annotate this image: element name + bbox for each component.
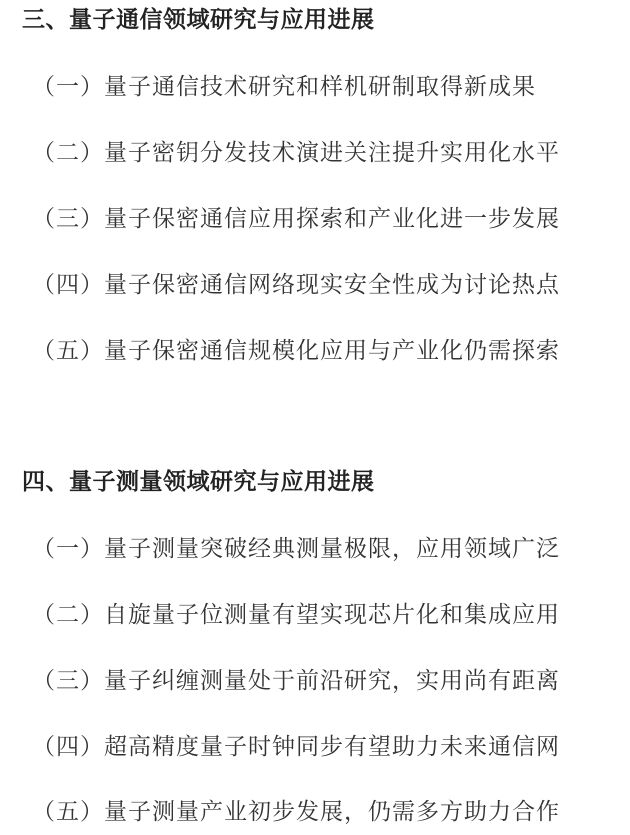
section-heading-3: 三、量子通信领域研究与应用进展 xyxy=(22,7,375,33)
list-item xyxy=(32,204,560,234)
item-number: （五） xyxy=(32,338,104,364)
list-item xyxy=(32,138,560,168)
item-text: 量子纠缠测量处于前沿研究，实用尚有距离 xyxy=(104,668,560,694)
list-item xyxy=(32,600,560,630)
item-number: （三） xyxy=(32,206,104,232)
item-number: （二） xyxy=(32,140,104,166)
list-item xyxy=(32,666,560,696)
item-text: 自旋量子位测量有望实现芯片化和集成应用 xyxy=(104,602,560,628)
list-item xyxy=(32,336,560,366)
item-number: （一） xyxy=(32,74,104,100)
list-item xyxy=(32,72,536,102)
list-item xyxy=(32,797,560,827)
item-number: （一） xyxy=(32,536,104,562)
item-number: （二） xyxy=(32,602,104,628)
list-item xyxy=(32,534,560,564)
item-text: 超高精度量子时钟同步有望助力未来通信网 xyxy=(104,734,560,760)
item-text: 量子保密通信规模化应用与产业化仍需探索 xyxy=(104,338,560,364)
item-text: 量子密钥分发技术演进关注提升实用化水平 xyxy=(104,140,560,166)
section-heading-4: 四、量子测量领域研究与应用进展 xyxy=(22,469,375,495)
item-number: （五） xyxy=(32,799,104,825)
item-number: （三） xyxy=(32,668,104,694)
item-text: 量子测量产业初步发展，仍需多方助力合作 xyxy=(104,799,560,825)
item-number: （四） xyxy=(32,272,104,298)
item-text: 量子保密通信应用探索和产业化进一步发展 xyxy=(104,206,560,232)
list-item xyxy=(32,732,560,762)
list-item xyxy=(32,270,560,300)
item-text: 量子保密通信网络现实安全性成为讨论热点 xyxy=(104,272,560,298)
item-text: 量子通信技术研究和样机研制取得新成果 xyxy=(104,74,536,100)
item-text: 量子测量突破经典测量极限，应用领域广泛 xyxy=(104,536,560,562)
item-number: （四） xyxy=(32,734,104,760)
